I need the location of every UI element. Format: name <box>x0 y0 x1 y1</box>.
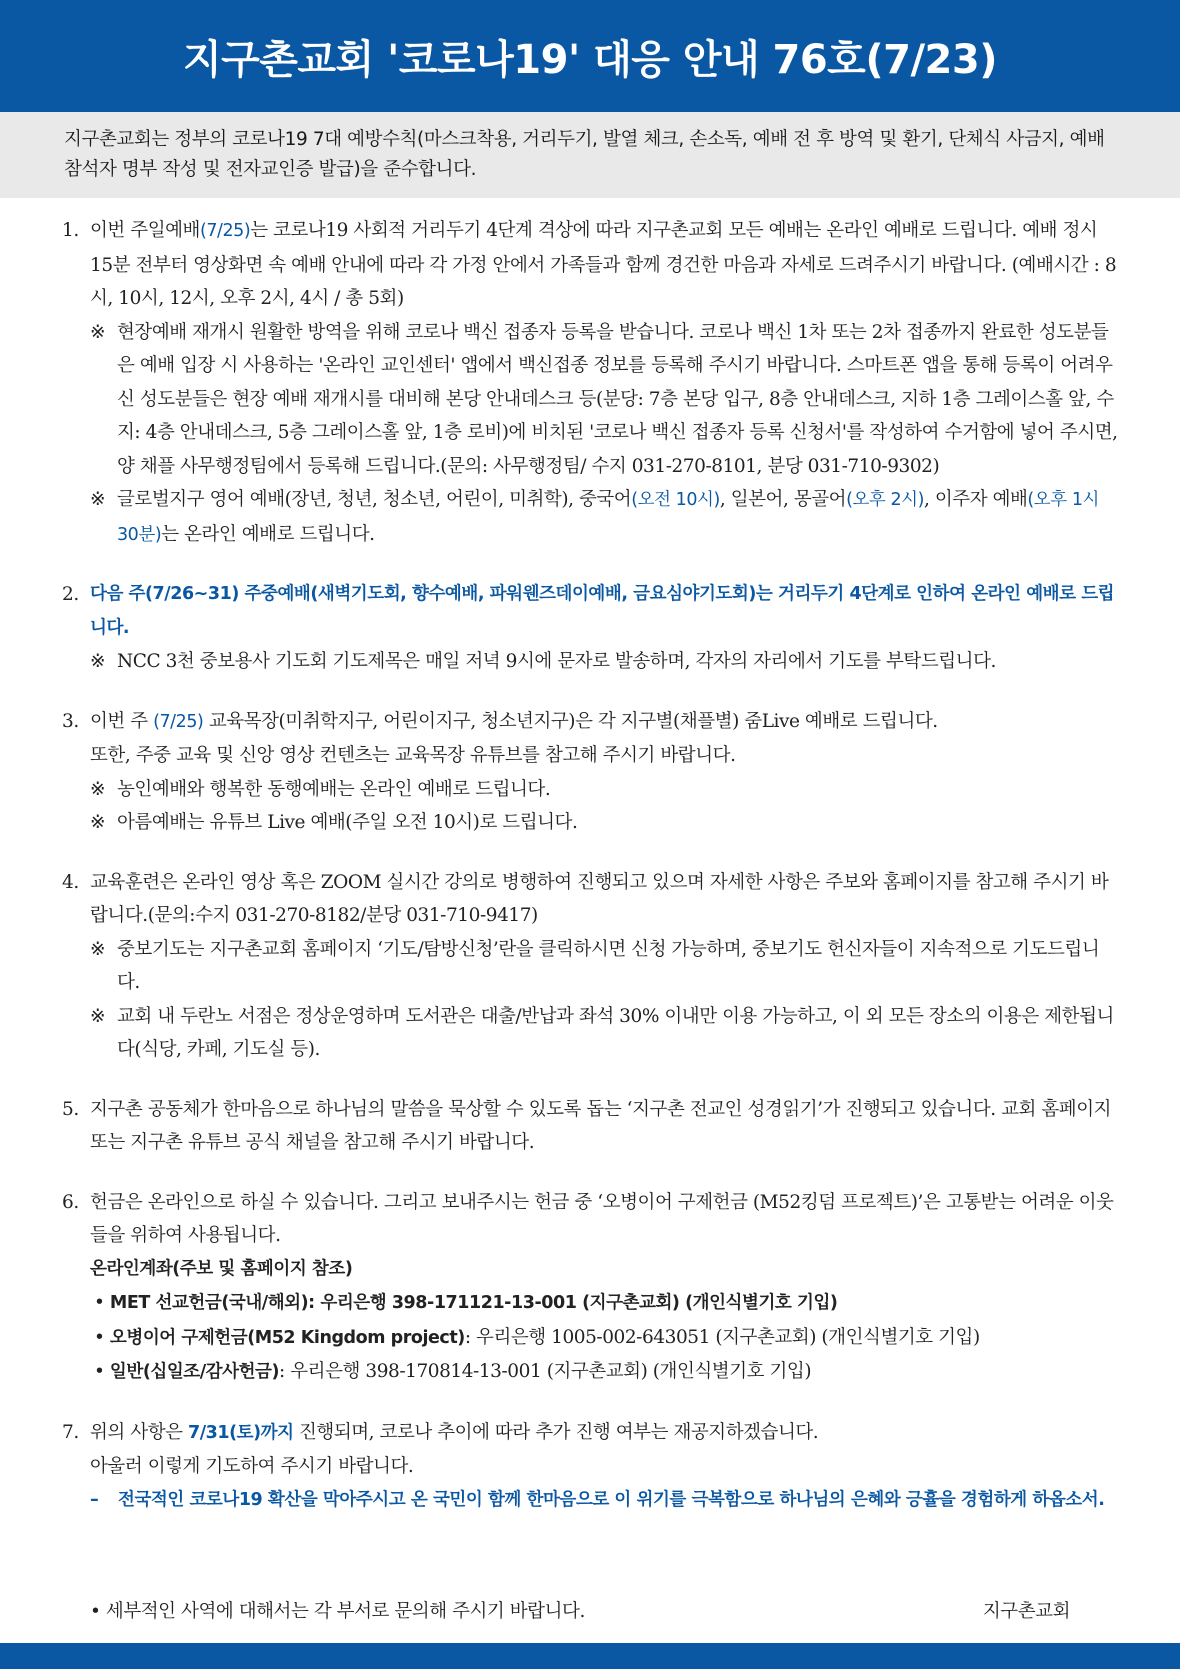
note <box>90 483 1120 552</box>
highlight-time: (오전 10시) <box>631 490 720 510</box>
note-text: 교회 내 두란노 서점은 정상운영하며 도서관은 대출/반납과 좌석 30% 이내만 이용 가능하고, 이 외 모든 장소의 이용은 제한됩니다(식당, 카페, 기도실 등). <box>117 1005 1114 1060</box>
note <box>90 645 1120 679</box>
notice-item-1 <box>62 214 1120 552</box>
account-title: 온라인계좌(주보 및 홈페이지 참조) <box>90 1258 353 1279</box>
item-paragraph: 헌금은 온라인으로 하실 수 있습니다. 그리고 보내주시는 헌금 중 ‘오병이어 구제헌금 (M52킹덤 프로젝트)’은 고통받는 어려운 이웃들을 위하여 사용됩니다. <box>90 1191 1114 1246</box>
note-mark: ※ <box>90 812 106 833</box>
bullet-mark: • <box>90 1601 101 1622</box>
item-body <box>90 214 1120 552</box>
notice-item-5 <box>62 1093 1120 1160</box>
dash-mark: – <box>90 1489 99 1510</box>
item-body <box>90 1186 1120 1390</box>
text: 위의 사항은 <box>90 1421 188 1443</box>
note <box>90 806 1120 840</box>
text: 는 코로나19 사회적 거리두기 4단계 격상에 따라 지구촌교회 모든 예배는 온라인 예배로 드립니다. 예배 정시 15분 전부터 영상화면 속 예배 안내에 따라 각 가정 안에서 가족들과 함께 경건한 마음과 자세로 드려주시기 바랍니다. (예배시간 : 8시, 10시, 12시, 오후 2시, 4시 / 총 5회) <box>90 220 1117 309</box>
note <box>90 933 1120 1000</box>
highlight-time: (오후 2시) <box>846 490 925 510</box>
note <box>90 316 1120 484</box>
note <box>90 1000 1120 1067</box>
account-name: 오병이어 구제헌금(M52 Kingdom project) <box>109 1327 465 1348</box>
item-paragraph: 다음 주(7/26~31) 주중예배(새벽기도회, 향수예배, 파워웬즈데이예배, 금요심야기도회)는 거리두기 4단계로 인하여 온라인 예배로 드립니다. <box>90 584 1115 638</box>
highlight-date: (7/25) <box>153 711 204 732</box>
item-paragraph <box>90 1416 1120 1451</box>
item-number: 2. <box>62 584 79 605</box>
signature: 지구촌교회 <box>982 1601 1070 1622</box>
text: , 이주자 예배 <box>924 489 1028 510</box>
highlight-time: (오후 1시 30분) <box>117 490 1099 545</box>
account-text: MET 선교헌금(국내/해외): 우리은행 398-171121-13-001 (지구촌교회) (개인식별기호 기입) <box>109 1293 838 1313</box>
note-text <box>117 483 1120 552</box>
note-text: 현장예배 재개시 원활한 방역을 위해 코로나 백신 접종자 등록을 받습니다. 코로나 백신 1차 또는 2차 접종까지 완료한 성도분들은 예배 입장 시 사용하는 '온라인 교인센터' 앱에서 백신접종 정보를 등록해 주시기 바랍니다. 스마트폰 앱을 통해 등록이 어려우신 성도분들은 현장 예배 재개시를 대비해 본당 안내데스크 등(분당: 7층 본당 입구, 8층 안내데스크, 지하 1층 그레이스홀 앞, 수지: 4층 안내데스크, 5층 그레이스홀 앞, 1층 로비)에 비치된 '코로나 백신 접종자 등록 신청서'를 작성하여 수거함에 넣어 주시면, 양 채플 사무행정팀에서 등록해 드립니다.(문의: 사무행정팀/ 수지 031-270-8101, 분당 031-710-9302) <box>117 321 1118 477</box>
account-name: 일반(십일조/감사헌금) <box>109 1362 280 1382</box>
text: 이번 주 <box>90 710 154 732</box>
account-number: : 우리은행 398-170814-13-001 (지구촌교회) (개인식별기호 기입) <box>279 1361 812 1382</box>
notice-item-6 <box>62 1186 1120 1390</box>
account-line <box>90 1286 1120 1321</box>
item-paragraph <box>90 214 1120 316</box>
text: 진행되며, 코로나 추이에 따라 추가 진행 여부는 재공지하겠습니다. <box>293 1421 819 1443</box>
item-body <box>90 578 1120 679</box>
item-paragraph: 교육훈련은 온라인 영상 혹은 ZOOM 실시간 강의로 병행하여 진행되고 있으며 자세한 사항은 주보와 홈페이지를 참고해 주시기 바랍니다.(문의:수지 031-270-8182/분당 031-710-9417) <box>90 871 1109 926</box>
item-body <box>90 866 1120 1067</box>
text: 교육목장(미취학지구, 어린이지구, 청소년지구)은 각 지구별(채플별) 줌Live 예배로 드립니다. <box>203 710 938 732</box>
item-body <box>90 705 1120 840</box>
notice-list <box>62 214 1120 1543</box>
note-text: 아름예배는 유튜브 Live 예배(주일 오전 10시)로 드립니다. <box>117 812 578 833</box>
prayer-text: 전국적인 코로나19 확산을 막아주시고 온 국민이 함께 한마음으로 이 위기를 극복함으로 하나님의 은혜와 긍휼을 경험하게 하옵소서. <box>118 1489 1105 1510</box>
bullet-mark: • <box>94 1361 105 1382</box>
text: , 일본어, 몽골어 <box>719 489 847 510</box>
page-title: 지구촌교회 '코로나19' 대응 안내 76호(7/23) <box>182 36 997 83</box>
note-mark: ※ <box>90 1005 106 1027</box>
closing-line <box>90 1597 1070 1627</box>
item-number: 6. <box>62 1191 79 1213</box>
item-body <box>90 1416 1120 1518</box>
account-number: : 우리은행 1005-002-643051 (지구촌교회) (개인식별기호 기입) <box>464 1326 980 1348</box>
notice-item-7 <box>62 1416 1120 1518</box>
item-paragraph <box>90 705 1120 740</box>
note-text: 중보기도는 지구촌교회 홈페이지 ‘기도/탐방신청’란을 클릭하시면 신청 가능하며, 중보기도 헌신자들이 지속적으로 기도드립니다. <box>117 938 1100 993</box>
item-paragraph: 또한, 주중 교육 및 신앙 영상 컨텐츠는 교육목장 유튜브를 참고해 주시기 바랍니다. <box>90 745 736 766</box>
account-line <box>90 1321 1120 1356</box>
intro-text: 지구촌교회는 정부의 코로나19 7대 예방수칙(마스크착용, 거리두기, 발열 체크, 손소독, 예배 전 후 방역 및 환기, 단체식 사금지, 예배 참석자 명부 작성 및 전자교인증 발급)을 준수합니다. <box>64 129 1105 180</box>
note-mark: ※ <box>90 321 106 343</box>
item-number: 7. <box>62 1421 79 1443</box>
note-text: NCC 3천 중보용사 기도회 기도제목은 매일 저녁 9시에 문자로 발송하며, 각자의 자리에서 기도를 부탁드립니다. <box>117 651 996 672</box>
bullet-mark: • <box>94 1292 105 1313</box>
note <box>90 773 1120 807</box>
bullet-mark: • <box>94 1326 105 1348</box>
highlight-date: 7/31(토)까지 <box>187 1422 294 1443</box>
prayer-line <box>90 1484 1120 1518</box>
closing-text: 세부적인 사역에 대해서는 각 부서로 문의해 주시기 바랍니다. <box>105 1601 585 1622</box>
item-number: 3. <box>62 710 79 732</box>
text: 글로벌지구 영어 예배(장년, 청년, 청소년, 어린이, 미취학), 중국어 <box>117 489 632 510</box>
item-body <box>90 1093 1120 1160</box>
text: 이번 주일예배 <box>90 220 200 241</box>
intro-box <box>0 112 1180 198</box>
notice-item-3 <box>62 705 1120 840</box>
notice-item-2 <box>62 578 1120 679</box>
note-text: 농인예배와 행복한 동행예배는 온라인 예배로 드립니다. <box>117 778 551 800</box>
item-number: 1. <box>62 220 79 241</box>
item-number: 5. <box>62 1098 79 1120</box>
note-mark: ※ <box>90 651 106 672</box>
note-mark: ※ <box>90 938 106 960</box>
highlight-date: (7/25) <box>199 221 251 241</box>
item-paragraph: 지구촌 공동체가 한마음으로 하나님의 말씀을 묵상할 수 있도록 돕는 ‘지구촌 전교인 성경읽기’가 진행되고 있습니다. 교회 홈페이지 또는 지구촌 유튜브 공식 채널을 참고해 주시기 바랍니다. <box>90 1098 1112 1153</box>
footer-bar <box>0 1643 1180 1669</box>
closing-note <box>90 1597 585 1627</box>
notice-item-4 <box>62 866 1120 1067</box>
item-paragraph: 아울러 이렇게 기도하여 주시기 바랍니다. <box>90 1456 414 1477</box>
note-mark: ※ <box>90 778 106 800</box>
header-banner <box>0 0 1180 112</box>
item-number: 4. <box>62 871 79 893</box>
account-line <box>90 1355 1120 1390</box>
note-mark: ※ <box>90 489 106 510</box>
text: 는 온라인 예배로 드립니다. <box>161 523 375 545</box>
